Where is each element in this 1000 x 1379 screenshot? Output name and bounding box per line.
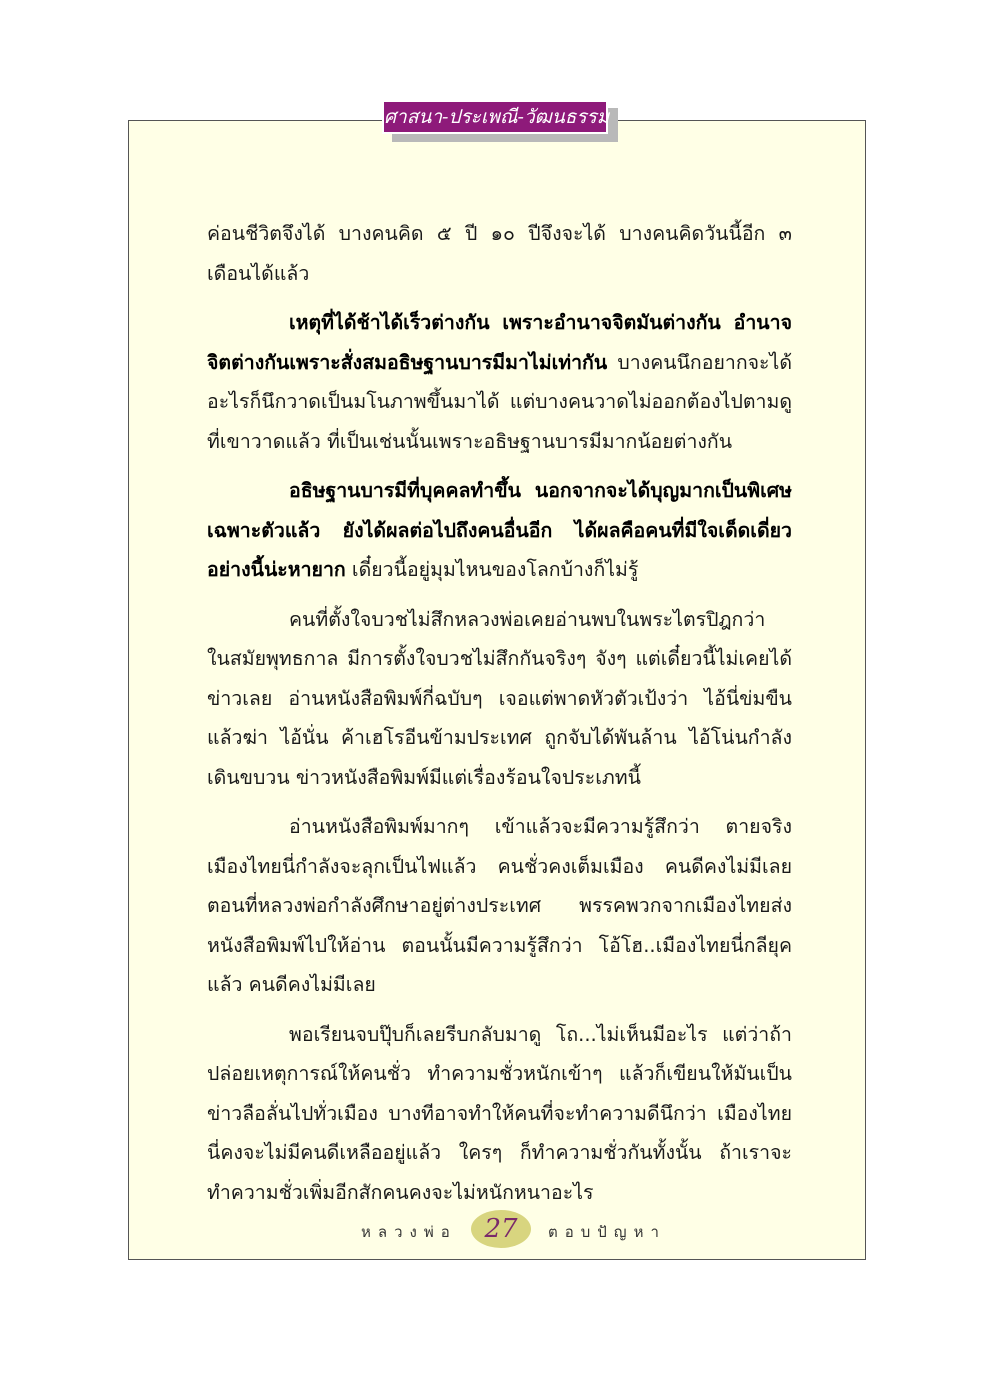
paragraph-3-emphasis: อธิษฐานบารมีที่บุคคลทำขึ้น นอกจากจะได้บุญมากเป็นพิเศษเฉพาะตัวแล้ว ยังได้ผลต่อไปถึงคนอื่นอีก ได้ผลคือคนที่มีใจเด็ดเดี่ยวอย่างนี้น่ะหายาก: [207, 479, 792, 581]
body-text: [207, 214, 792, 1212]
paragraph-2: [207, 303, 792, 461]
paragraph-3-text: เดี๋ยวนี้อยู่มุมไหนของโลกบ้างก็ไม่รู้: [345, 558, 639, 581]
footer-right-text: ตอบปัญหา: [548, 1223, 666, 1241]
paragraph-2-emphasis: เหตุที่ได้ช้าได้เร็วต่างกัน เพราะอำนาจจิตมันต่างกัน อำนาจจิตต่างกันเพราะสั่งสมอธิษฐานบารมีมาไม่เท่ากัน: [207, 311, 792, 374]
paragraph-6: พอเรียนจบปุ๊บก็เลยรีบกลับมาดู โถ...ไม่เห็นมีอะไร แต่ว่าถ้าปล่อยเหตุการณ์ให้คนชั่ว ทำความชั่วหนักเข้าๆ แล้วก็เขียนให้มันเป็นข่าวลือลั่นไปทั่วเมือง บางทีอาจทำให้คนที่จะทำความดีนึกว่า เมืองไทยนี่คงจะไม่มีคนดีเหลืออยู่แล้ว ใครๆ ก็ทำความชั่วกันทั้งนั้น ถ้าเราจะทำความชั่วเพิ่มอีกสักคนคงจะไม่หนักหนาอะไร: [207, 1022, 792, 1204]
page-number: 27: [484, 1214, 518, 1244]
paragraph-3: [207, 471, 792, 590]
paragraph-5: อ่านหนังสือพิมพ์มากๆ เข้าแล้วจะมีความรู้สึกว่า ตายจริงเมืองไทยนี่กำลังจะลุกเป็นไฟแล้ว คนชั่วคงเต็มเมือง คนดีคงไม่มีเลย ตอนที่หลวงพ่อกำลังศึกษาอยู่ต่างประเทศ พรรคพวกจากเมืองไทยส่งหนังสือพิมพ์ไปให้อ่าน ตอนนั้นมีความรู้สึกว่า โอ้โฮ..เมืองไทยนี่กลียุคแล้ว คนดีคงไม่มีเลย: [207, 815, 792, 996]
paragraph-2-text: บางคนนึกอยากจะได้อะไรก็นึกวาดเป็นมโนภาพขึ้นมาได้ แต่บางคนวาดไม่ออกต้องไปตามดูที่เขาวาดแล้ว ที่เป็นเช่นนั้นเพราะอธิษฐานบารมีมากน้อยต่างกัน: [207, 350, 792, 453]
paragraph-1: ค่อนชีวิตจึงได้ บางคนคิด ๕ ปี ๑๐ ปีจึงจะได้ บางคนคิดวันนี้อีก ๓ เดือนได้แล้ว: [207, 222, 792, 285]
footer-left-text: หลวงพ่อ: [361, 1223, 457, 1241]
page-footer: [128, 1210, 866, 1250]
section-title: ศาสนา-ประเพณี-วัฒนธรรม: [382, 100, 608, 134]
paragraph-4: คนที่ตั้งใจบวชไม่สึกหลวงพ่อเคยอ่านพบในพระไตรปิฎกว่า ในสมัยพุทธกาล มีการตั้งใจบวชไม่สึกกันจริงๆ จังๆ แต่เดี๋ยวนี้ไม่เคยได้ข่าวเลย อ่านหนังสือพิมพ์กี่ฉบับๆ เจอแต่พาดหัวตัวเป้งว่า ไอ้นี่ข่มขืนแล้วฆ่า ไอ้นั่น ค้าเฮโรอีนข้ามประเทศ ถูกจับได้พันล้าน ไอ้โน่นกำลังเดินขบวน ข่าวหนังสือพิมพ์มีแต่เรื่องร้อนใจประเภทนี้: [207, 607, 792, 789]
